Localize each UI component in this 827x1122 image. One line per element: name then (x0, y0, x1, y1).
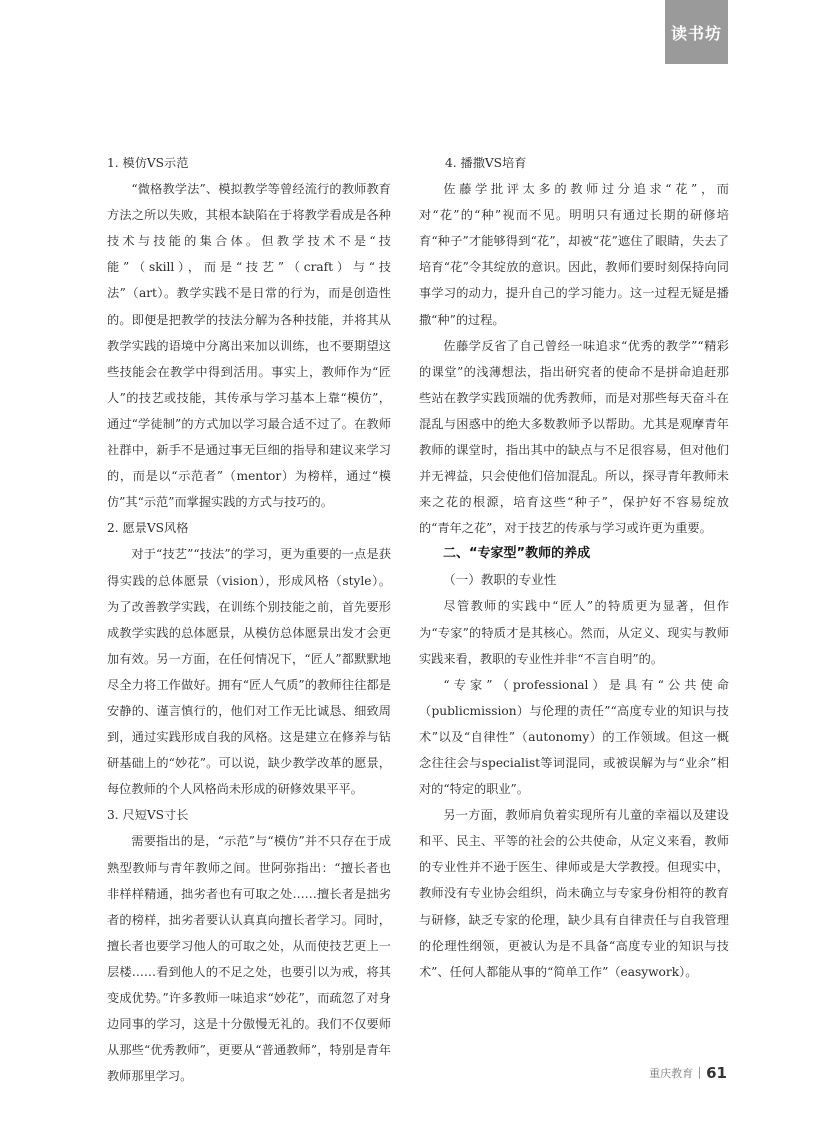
paragraph: 另一方面，教师肩负着实现所有儿童的幸福以及建设和平、民主、平等的社会的公共使命，从定义来看，教师的专业性并不逊于医生、律师或是大学教授。但现实中，教师没有专业协会组织，尚未确立与专家身份相符的教育与研修，缺乏专家的伦理，缺少具有自律责任与自我管理的伦理性纲领，更被认为是不具备“高度专业的知识与技术”、任何人都能从事的“简单工作”（easywork）。 (419, 808, 729, 979)
paragraph: “微格教学法”、模拟教学等曾经流行的教师教育方法之所以失败，其根本缺陷在于将教学看成是各种技术与技能的集合体。但教学技术不是“技能”（skill），而是“技艺”（craft）与“技法”（art）。教学实践不是日常的行为，而是创造性的。即便是把教学的技法分解为各种技能，并将其从教学实践的语境中分离出来加以训练，也不要期望这些技能会在教学中得到活用。事实上，教师作为“匠人”的技艺或技能，其传承与学习基本上靠“模仿”，通过“学徒制”的方式加以学习最合适不过了。在教师社群中，新手不是通过事无巨细的指导和建议来学习的，而是以“示范者”（mentor）为榜样，通过“模仿”其“示范”而掌握实践的方式与技巧的。 (107, 182, 391, 510)
footer-divider (699, 1067, 700, 1079)
paragraph: 需要指出的是，“示范”与“模仿”并不只存在于成熟型教师与青年教师之间。世阿弥指出：“擅长者也非样样精通，拙劣者也有可取之处……擅长者是拙劣者的榜样，拙劣者要认认真真向擅长者学习。同时，擅长者也要学习他人的可取之处，从而使技艺更上一层楼……看到他人的不足之处，也要引以为戒，将其变成优势。”许多教师一味追求“妙花”，而疏忽了对身边同事的学习，这是十分傲慢无礼的。我们不仅要师从那些“优秀教师”，更要从“普通教师”，特别是青年教师那里学习。 (107, 834, 391, 1084)
paragraph: 佐藤学反省了自己曾经一味追求“优秀的教学”“精彩的课堂”的浅薄想法，指出研究者的使命不是拼命追赶那些站在教学实践顶端的优秀教师，而是对那些每天奋斗在混乱与困惑中的绝大多数教师予以帮助。尤其是观摩青年教师的课堂时，指出其中的缺点与不足很容易，但对他们并无裨益，只会使他们倍加混乱。所以，探寻青年教师未来之花的根源，培育这些“种子”，保护好不容易绽放的“青年之花”，对于技艺的传承与学习或许更为重要。 (419, 338, 729, 536)
magazine-name: 重庆教育 (649, 1067, 694, 1080)
section-heading: 二、“专家型”教师的养成 (443, 546, 591, 562)
subheading-vision: 2. 愿景VS风格 (107, 521, 189, 536)
section-tab: 读书坊 (665, 0, 728, 64)
subheading-imitation: 1. 模仿VS示范 (107, 156, 189, 170)
paragraph: 对于“技艺”“技法”的学习，更为重要的一点是获得实践的总体愿景（vision），形成风格（style）。为了改善教学实践，在训练个别技能之前，首先要形成教学实践的总体愿景，从模仿总体愿景出发才会更加有效。另一方面，在任何情况下，“匠人”都默默地尽全力将工作做好。拥有“匠人气质”的教师往往都是安静的、谨言慎行的，他们对工作无比诚恳、细致周到，通过实践形成自我的风格。这是建立在修养与钻研基础上的“妙花”。可以说，缺少教学改革的愿景，每位教师的个人风格尚未形成的研修效果平平。 (107, 547, 391, 797)
right-column (419, 150, 729, 985)
paragraph: “专家”（professional）是具有“公共使命（publicmission）与伦理的责任”“高度专业的知识与技术”以及“自律性”（autonomy）的工作领域。但这一概念往往会与specialist等词混同，或被误解为与“业余”相对的“特定的职业”。 (419, 677, 729, 797)
page-number: 61 (706, 1064, 727, 1082)
page-footer (649, 1064, 727, 1082)
subheading-sowing: 4. 播撒VS培育 (445, 156, 527, 170)
left-column (107, 150, 391, 1089)
paragraph: 尽管教师的实践中“匠人”的特质更为显著，但作为“专家”的特质才是其核心。然而，从定义、现实与教师实践来看，教职的专业性并非“不言自明”的。 (419, 599, 729, 666)
paragraph: 佐藤学批评太多的教师过分追求“花”，而对“花”的“种”视而不见。明明只有通过长期的研修培育“种子”才能够得到“花”，却被“花”遮住了眼睛，失去了培育“花”令其绽放的意识。因此，教师们要时刻保持向同事学习的动力，提升自己的学习能力。这一过程无疑是播撒“种”的过程。 (419, 182, 729, 327)
section-subheading: （一）教职的专业性 (443, 572, 557, 588)
subheading-strengths: 3. 尺短VS寸长 (107, 808, 189, 823)
